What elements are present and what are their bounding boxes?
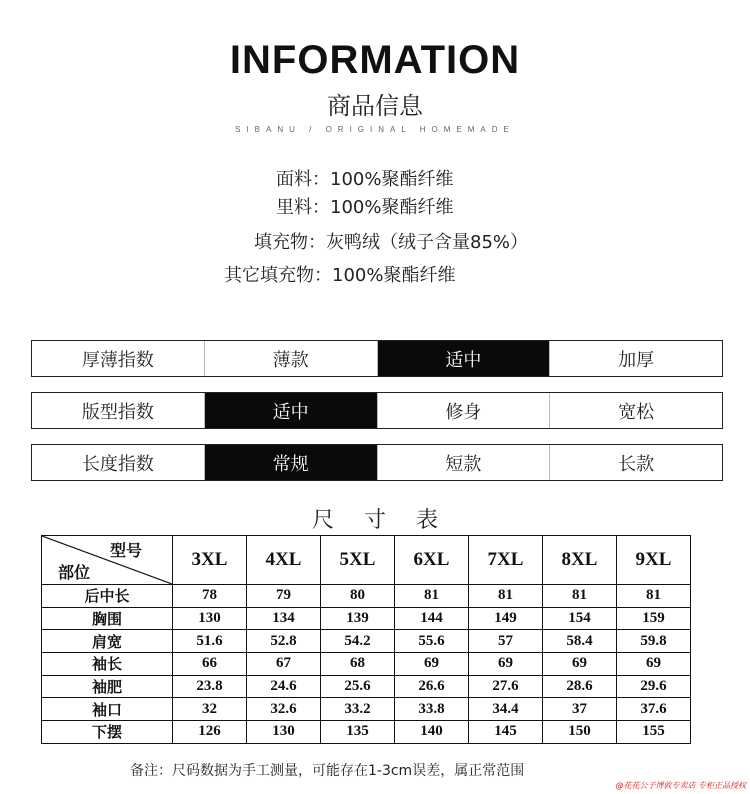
index-name: 长度指数 [81,453,154,475]
measurement-value: 150 [543,721,617,744]
index-option: 加厚 [549,341,722,376]
size-chart-title: 尺寸表 [311,508,468,533]
measurement-value: 69 [395,653,469,676]
measurement-value: 67 [247,653,321,676]
size-row [42,607,691,630]
page-title: INFORMATION [229,38,521,82]
material-value: 100%聚酯纤维 [330,197,454,218]
index-option: 修身 [377,393,550,428]
measurement-value: 159 [617,607,691,630]
measurement-value: 32 [173,698,247,721]
material-row [276,193,453,219]
index-option-selected: 适中 [377,341,550,376]
store-watermark: @花花公子博敦专卖店 专柜正品授权 [615,781,746,790]
size-header: 8XL [543,536,617,585]
measurement-label: 袖长 [42,653,173,676]
measurement-value: 81 [617,585,691,608]
size-header: 6XL [395,536,469,585]
size-row [42,585,691,608]
size-row [42,653,691,676]
measurement-value: 155 [617,721,691,744]
measurement-value: 81 [469,585,543,608]
index-name: 版型指数 [81,401,154,423]
measurement-value: 26.6 [395,675,469,698]
material-row [224,261,455,287]
size-row [42,698,691,721]
measurement-value: 37 [543,698,617,721]
measurement-value: 69 [469,653,543,676]
measurement-value: 24.6 [247,675,321,698]
measurement-value: 66 [173,653,247,676]
brand-tagline: SIBANU / ORIGINAL HOMEMADE [235,125,515,134]
measurement-value: 79 [247,585,321,608]
measurement-value: 57 [469,630,543,653]
measurement-value: 140 [395,721,469,744]
fit-index-row [31,392,723,429]
material-row [254,228,528,254]
measurement-value: 81 [543,585,617,608]
size-row [42,721,691,744]
measurement-value: 154 [543,607,617,630]
measurement-value: 33.8 [395,698,469,721]
measurement-value: 23.8 [173,675,247,698]
measurement-value: 68 [321,653,395,676]
material-label: 里料： [276,197,330,218]
measurement-label: 肩宽 [42,630,173,653]
measurement-value: 52.8 [247,630,321,653]
measurement-value: 34.4 [469,698,543,721]
size-header: 4XL [247,536,321,585]
measurement-value: 69 [543,653,617,676]
measurement-value: 25.6 [321,675,395,698]
measurement-value: 135 [321,721,395,744]
measurement-value: 130 [247,721,321,744]
measurement-value: 51.6 [173,630,247,653]
measurement-value: 59.8 [617,630,691,653]
measurement-value: 27.6 [469,675,543,698]
material-label: 其它填充物： [224,265,332,286]
index-option: 短款 [377,445,550,480]
material-row [276,165,453,191]
size-header: 3XL [173,536,247,585]
index-option-selected: 适中 [204,393,377,428]
corner-bottom-label: 部位 [58,565,91,582]
measurement-label: 袖肥 [42,675,173,698]
index-name: 厚薄指数 [81,349,154,371]
measurement-value: 78 [173,585,247,608]
measurement-value: 126 [173,721,247,744]
size-header-row [42,536,691,585]
material-value: 100%聚酯纤维 [332,265,456,286]
measurement-value: 144 [395,607,469,630]
size-header: 9XL [617,536,691,585]
measurement-note: 备注：尺码数据为手工测量，可能存在1-3cm误差，属正常范围 [130,763,525,779]
index-option: 宽松 [549,393,722,428]
material-label: 面料： [276,169,330,190]
measurement-value: 145 [469,721,543,744]
corner-top-label: 型号 [109,543,142,560]
index-option: 薄款 [204,341,377,376]
measurement-value: 134 [247,607,321,630]
measurement-value: 81 [395,585,469,608]
size-header: 7XL [469,536,543,585]
measurement-value: 54.2 [321,630,395,653]
measurement-value: 32.6 [247,698,321,721]
material-label: 填充物： [254,232,326,253]
measurement-value: 139 [321,607,395,630]
measurement-value: 130 [173,607,247,630]
measurement-label: 胸围 [42,607,173,630]
material-value: 灰鸭绒（绒子含量85%） [326,232,529,253]
size-row [42,630,691,653]
index-option: 长款 [549,445,722,480]
length-index-row [31,444,723,481]
material-value: 100%聚酯纤维 [330,169,454,190]
measurement-value: 33.2 [321,698,395,721]
size-chart-table [41,535,691,744]
measurement-value: 58.4 [543,630,617,653]
measurement-value: 37.6 [617,698,691,721]
thickness-index-row [31,340,723,377]
index-option-selected: 常规 [204,445,377,480]
measurement-value: 69 [617,653,691,676]
size-header: 5XL [321,536,395,585]
measurement-label: 袖口 [42,698,173,721]
corner-cell [42,536,173,585]
measurement-value: 28.6 [543,675,617,698]
page-subtitle: 商品信息 [327,92,423,120]
size-row [42,675,691,698]
measurement-value: 29.6 [617,675,691,698]
measurement-label: 后中长 [42,585,173,608]
measurement-value: 149 [469,607,543,630]
measurement-label: 下摆 [42,721,173,744]
measurement-value: 80 [321,585,395,608]
measurement-value: 55.6 [395,630,469,653]
